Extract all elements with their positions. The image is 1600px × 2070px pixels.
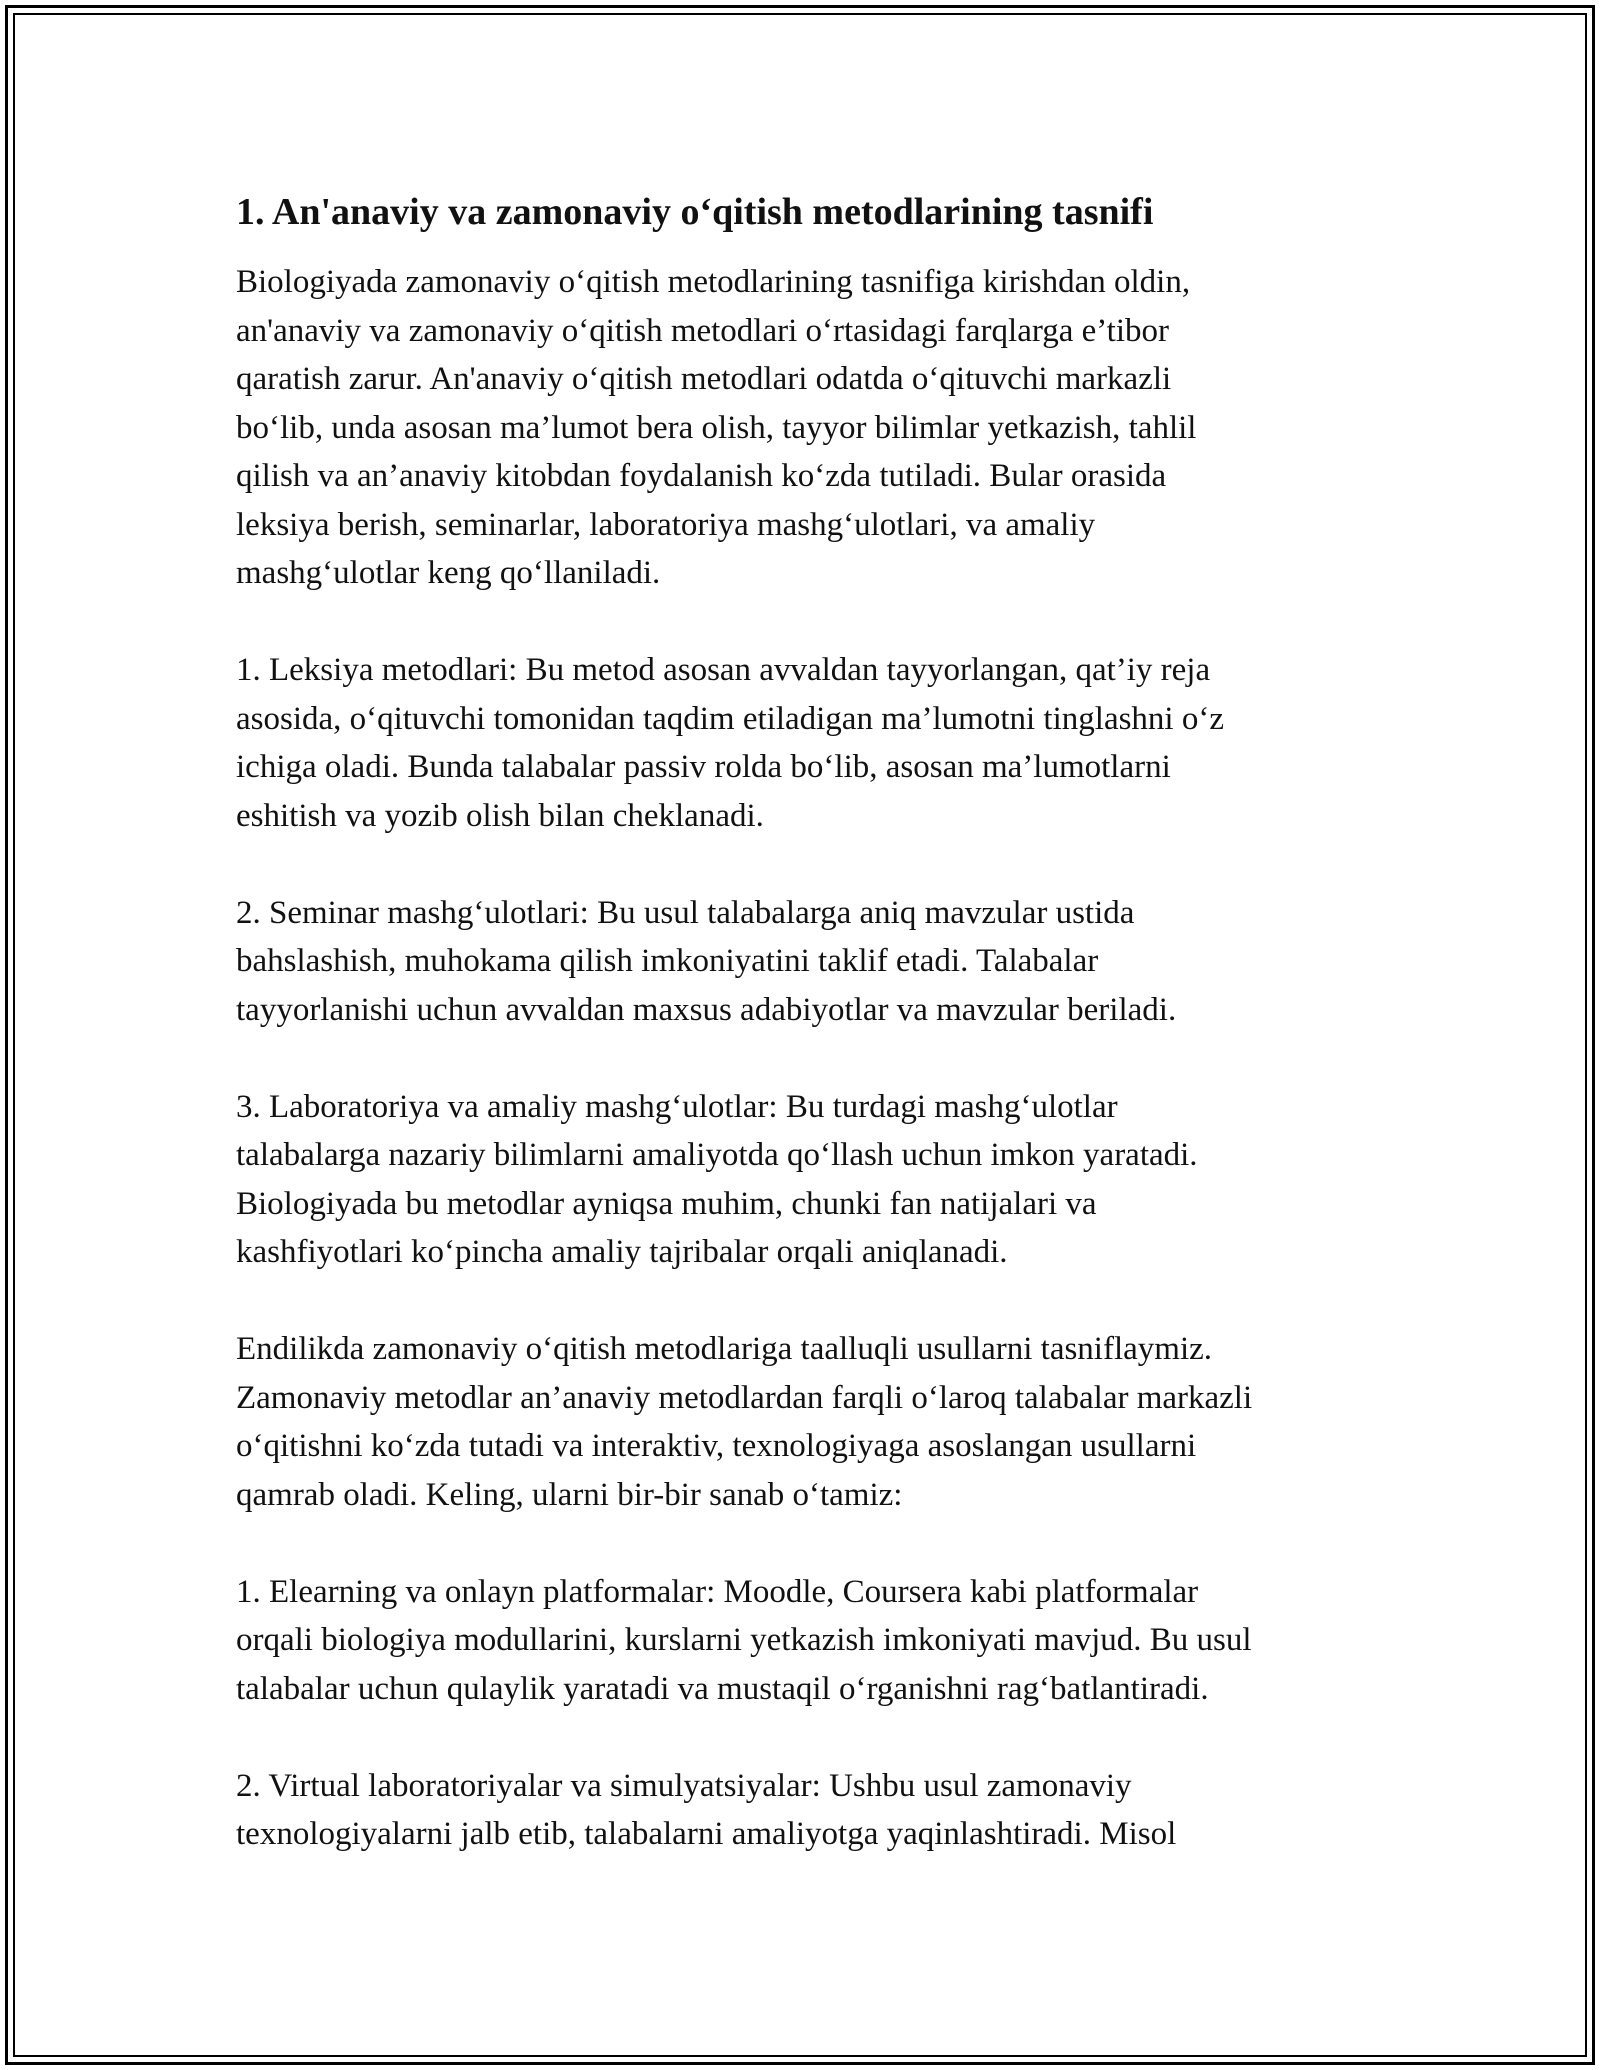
text-line: 1. Elearning va onlayn platformalar: Moodle, Coursera kabi platformalar (236, 1573, 1199, 1610)
text-line: kashfiyotlari ko‘pincha amaliy tajribalar orqali aniqlanadi. (236, 1234, 1008, 1270)
text-line: bo‘lib, unda asosan ma’lumot bera olish, tayyor bilimlar yetkazish, tahlil (236, 409, 1197, 446)
text-line: talabalar uchun qulaylik yaratadi va mustaqil o‘rganishni rag‘batlantiradi. (236, 1670, 1209, 1707)
paragraph-modern-methods-intro (236, 1325, 1386, 1519)
paragraph-intro (236, 258, 1386, 598)
text-line: leksiya berish, seminarlar, laboratoriya mashg‘ulotlari, va amaliy (236, 506, 1096, 543)
text-line: orqali biologiya modullarini, kurslarni yetkazish imkoniyati mavjud. Bu usul (236, 1622, 1252, 1658)
text-line: bahslashish, muhokama qilish imkoniyatini taklif etadi. Talabalar (236, 943, 1099, 979)
text-line: Biologiyada zamonaviy o‘qitish metodlarining tasnifiga kirishdan oldin, (236, 264, 1191, 300)
text-line: mashg‘ulotlar keng qo‘llaniladi. (236, 555, 661, 591)
text-line: tayyorlanishi uchun avvaldan maxsus adabiyotlar va mavzular beriladi. (236, 991, 1177, 1028)
paragraph-elearning (236, 1568, 1386, 1714)
text-line: an'anaviy va zamonaviy o‘qitish metodlari o‘rtasidagi farqlarga e’tibor (236, 312, 1169, 349)
text-line: 2. Seminar mashg‘ulotlari: Bu usul talabalarga aniq mavzular ustida (236, 894, 1135, 931)
paragraph-lecture-methods (236, 646, 1386, 840)
paragraph-seminar-sessions (236, 889, 1386, 1035)
document-body (236, 186, 1386, 1907)
text-line: qilish va an’anaviy kitobdan foydalanish ko‘zda tutiladi. Bular orasida (236, 458, 1167, 494)
paragraph-laboratory-sessions (236, 1083, 1386, 1277)
text-line: eshitish va yozib olish bilan cheklanadi. (236, 797, 764, 834)
text-line: asosida, o‘qituvchi tomonidan taqdim etiladigan ma’lumotni tinglashni o‘z (236, 700, 1224, 737)
text-line: qaratish zarur. An'anaviy o‘qitish metodlari odatda o‘qituvchi markazli (236, 361, 1172, 397)
text-line: Endilikda zamonaviy o‘qitish metodlariga taalluqli usullarni tasniflaymiz. (236, 1331, 1213, 1367)
text-line: qamrab oladi. Keling, ularni bir-bir sanab o‘tamiz: (236, 1476, 903, 1513)
text-line: texnologiyalarni jalb etib, talabalarni amaliyotga yaqinlashtiradi. Misol (236, 1816, 1177, 1852)
text-line: Zamonaviy metodlar an’anaviy metodlardan farqli o‘laroq talabalar markazli (236, 1379, 1253, 1416)
section-heading: 1. An'anaviy va zamonaviy o‘qitish metodlarining tasnifi (236, 191, 1154, 233)
text-line: 1. Leksiya metodlari: Bu metod asosan avvaldan tayyorlangan, qat’iy reja (236, 652, 1211, 688)
text-line: ichiga oladi. Bunda talabalar passiv rolda bo‘lib, asosan ma’lumotlarni (236, 749, 1171, 785)
text-line: Biologiyada bu metodlar ayniqsa muhim, chunki fan natijalari va (236, 1185, 1097, 1222)
text-line: 3. Laboratoriya va amaliy mashg‘ulotlar: Bu turdagi mashg‘ulotlar (236, 1088, 1118, 1125)
text-line: talabalarga nazariy bilimlarni amaliyotda qo‘llash uchun imkon yaratadi. (236, 1137, 1198, 1173)
paragraph-virtual-labs (236, 1762, 1386, 1859)
text-line: o‘qitishni ko‘zda tutadi va interaktiv, texnologiyaga asoslangan usullarni (236, 1428, 1197, 1464)
text-line: 2. Virtual laboratoriyalar va simulyatsiyalar: Ushbu usul zamonaviy (236, 1767, 1132, 1804)
